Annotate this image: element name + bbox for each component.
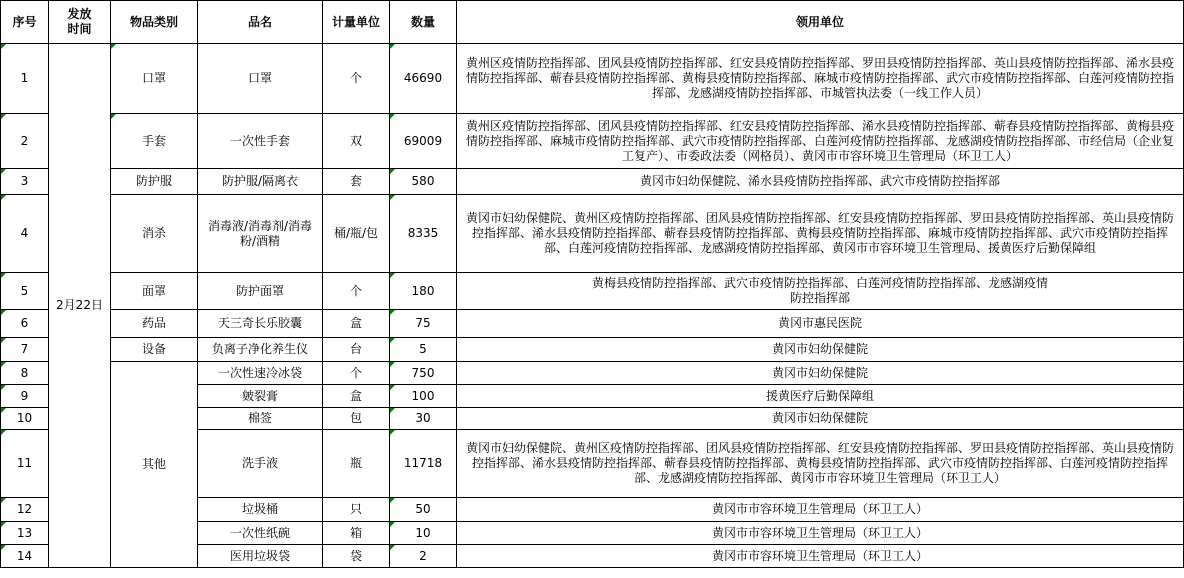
row-seq: 10: [1, 408, 49, 430]
row-category: 消杀: [111, 195, 198, 273]
row-seq: 3: [1, 169, 49, 195]
row-recipients: 黄冈市妇幼保健院、黄州区疫情防控指挥部、团风县疫情防控指挥部、红安县疫情防控指挥部、罗田县疫情防控指挥部、英山县疫情防控指挥部、浠水县疫情防控指挥部、蕲春县疫情防控指挥部、黄梅县疫情防控指挥部、武穴市疫情防控指挥部、白莲河疫情防控指挥部、龙感湖疫情防控指挥部、黄冈市市容环境卫生管理局（环卫工人）: [457, 430, 1184, 498]
row-unit: 台: [323, 338, 390, 362]
row-category: 药品: [111, 310, 198, 338]
row-category: 设备: [111, 338, 198, 362]
row-seq: 9: [1, 385, 49, 408]
row-qty: 100: [390, 385, 457, 408]
row-seq: 4: [1, 195, 49, 273]
table-row: [1, 362, 1184, 385]
row-unit: 套: [323, 169, 390, 195]
row-qty: 180: [390, 273, 457, 310]
header-unit: 计量单位: [323, 1, 390, 44]
row-seq: 11: [1, 430, 49, 498]
row-seq: 1: [1, 44, 49, 114]
row-qty: 11718: [390, 430, 457, 498]
row-recipients: 黄冈市妇幼保健院: [457, 338, 1184, 362]
row-recipients: 黄梅县疫情防控指挥部、武穴市疫情防控指挥部、白莲河疫情防控指挥部、龙感湖疫情防控指挥部: [457, 273, 1184, 310]
row-unit: 个: [323, 273, 390, 310]
row-recipients: 黄冈市市容环境卫生管理局（环卫工人）: [457, 498, 1184, 522]
row-category: 其他: [111, 362, 198, 568]
row-recipients: 黄州区疫情防控指挥部、团风县疫情防控指挥部、红安县疫情防控指挥部、浠水县疫情防控指挥部、蕲春县疫情防控指挥部、黄梅县疫情防控指挥部、麻城市疫情防控指挥部、武穴市疫情防控指挥部、白莲河疫情防控指挥部、龙感湖疫情防控指挥部、市经信局（企业复工复产）、市委政法委（网格员）、黄冈市市容环境卫生管理局（环卫工人）: [457, 114, 1184, 169]
row-name: 消毒液/消毒剂/消毒粉/酒精: [198, 195, 323, 273]
row-name: 垃圾桶: [198, 498, 323, 522]
header-category: 物品类别: [111, 1, 198, 44]
row-qty: 75: [390, 310, 457, 338]
row-unit: 个: [323, 44, 390, 114]
table-row: [1, 114, 1184, 169]
row-recipients: 黄冈市妇幼保健院、黄州区疫情防控指挥部、团风县疫情防控指挥部、红安县疫情防控指挥部、罗田县疫情防控指挥部、英山县疫情防控指挥部、浠水县疫情防控指挥部、蕲春县疫情防控指挥部、黄梅县疫情防控指挥部、麻城市疫情防控指挥部、武穴市疫情防控指挥部、白莲河疫情防控指挥部、龙感湖疫情防控指挥部、黄冈市市容环境卫生管理局、援黄医疗后勤保障组: [457, 195, 1184, 273]
table-row: [1, 338, 1184, 362]
row-unit: 袋: [323, 545, 390, 568]
header-recipients: 领用单位: [457, 1, 1184, 44]
row-unit: 箱: [323, 522, 390, 545]
row-name: 口罩: [198, 44, 323, 114]
header-name: 品名: [198, 1, 323, 44]
header-row: [1, 1, 1184, 44]
row-seq: 13: [1, 522, 49, 545]
row-seq: 2: [1, 114, 49, 169]
row-unit: 包: [323, 408, 390, 430]
row-unit: 盒: [323, 310, 390, 338]
table-row: [1, 169, 1184, 195]
row-name: 一次性手套: [198, 114, 323, 169]
row-unit: 盒: [323, 385, 390, 408]
row-unit: 只: [323, 498, 390, 522]
row-category: 面罩: [111, 273, 198, 310]
row-qty: 8335: [390, 195, 457, 273]
row-unit: 双: [323, 114, 390, 169]
row-seq: 6: [1, 310, 49, 338]
issue-date: 2月22日: [49, 44, 111, 568]
row-recipients: 黄冈市市容环境卫生管理局（环卫工人）: [457, 522, 1184, 545]
row-qty: 2: [390, 545, 457, 568]
row-recipients: 黄冈市惠民医院: [457, 310, 1184, 338]
row-name: 一次性纸碗: [198, 522, 323, 545]
row-name: 医用垃圾袋: [198, 545, 323, 568]
table-row: [1, 44, 1184, 114]
row-qty: 46690: [390, 44, 457, 114]
row-seq: 8: [1, 362, 49, 385]
row-recipients: 援黄医疗后勤保障组: [457, 385, 1184, 408]
row-recipients: 黄冈市妇幼保健院: [457, 362, 1184, 385]
row-seq: 7: [1, 338, 49, 362]
row-qty: 750: [390, 362, 457, 385]
row-qty: 5: [390, 338, 457, 362]
row-unit: 桶/瓶/包: [323, 195, 390, 273]
row-unit: 瓶: [323, 430, 390, 498]
table-row: [1, 273, 1184, 310]
row-name: 棉签: [198, 408, 323, 430]
row-name: 一次性速冷冰袋: [198, 362, 323, 385]
row-seq: 14: [1, 545, 49, 568]
row-recipients: 黄冈市市容环境卫生管理局（环卫工人）: [457, 545, 1184, 568]
row-qty: 69009: [390, 114, 457, 169]
row-name: 负离子净化养生仪: [198, 338, 323, 362]
row-name: 皴裂膏: [198, 385, 323, 408]
row-recipients: 黄冈市妇幼保健院: [457, 408, 1184, 430]
table-row: [1, 195, 1184, 273]
row-name: 天三奇长乐胶囊: [198, 310, 323, 338]
row-unit: 个: [323, 362, 390, 385]
row-qty: 30: [390, 408, 457, 430]
row-seq: 12: [1, 498, 49, 522]
row-qty: 10: [390, 522, 457, 545]
row-seq: 5: [1, 273, 49, 310]
row-name: 洗手液: [198, 430, 323, 498]
row-name: 防护服/隔离衣: [198, 169, 323, 195]
row-qty: 580: [390, 169, 457, 195]
row-recipients: 黄州区疫情防控指挥部、团风县疫情防控指挥部、红安县疫情防控指挥部、罗田县疫情防控指挥部、英山县疫情防控指挥部、浠水县疫情防控指挥部、蕲春县疫情防控指挥部、黄梅县疫情防控指挥部、麻城市疫情防控指挥部、武穴市疫情防控指挥部、白莲河疫情防控指挥部、龙感湖疫情防控指挥部、市城管执法委（一线工作人员）: [457, 44, 1184, 114]
table-row: [1, 310, 1184, 338]
row-recipients: 黄冈市妇幼保健院、浠水县疫情防控指挥部、武穴市疫情防控指挥部: [457, 169, 1184, 195]
row-category: 防护服: [111, 169, 198, 195]
row-category: 手套: [111, 114, 198, 169]
header-seq: 序号: [1, 1, 49, 44]
header-time: 发放时间: [49, 1, 111, 44]
header-qty: 数量: [390, 1, 457, 44]
row-name: 防护面罩: [198, 273, 323, 310]
row-qty: 50: [390, 498, 457, 522]
row-category: 口罩: [111, 44, 198, 114]
